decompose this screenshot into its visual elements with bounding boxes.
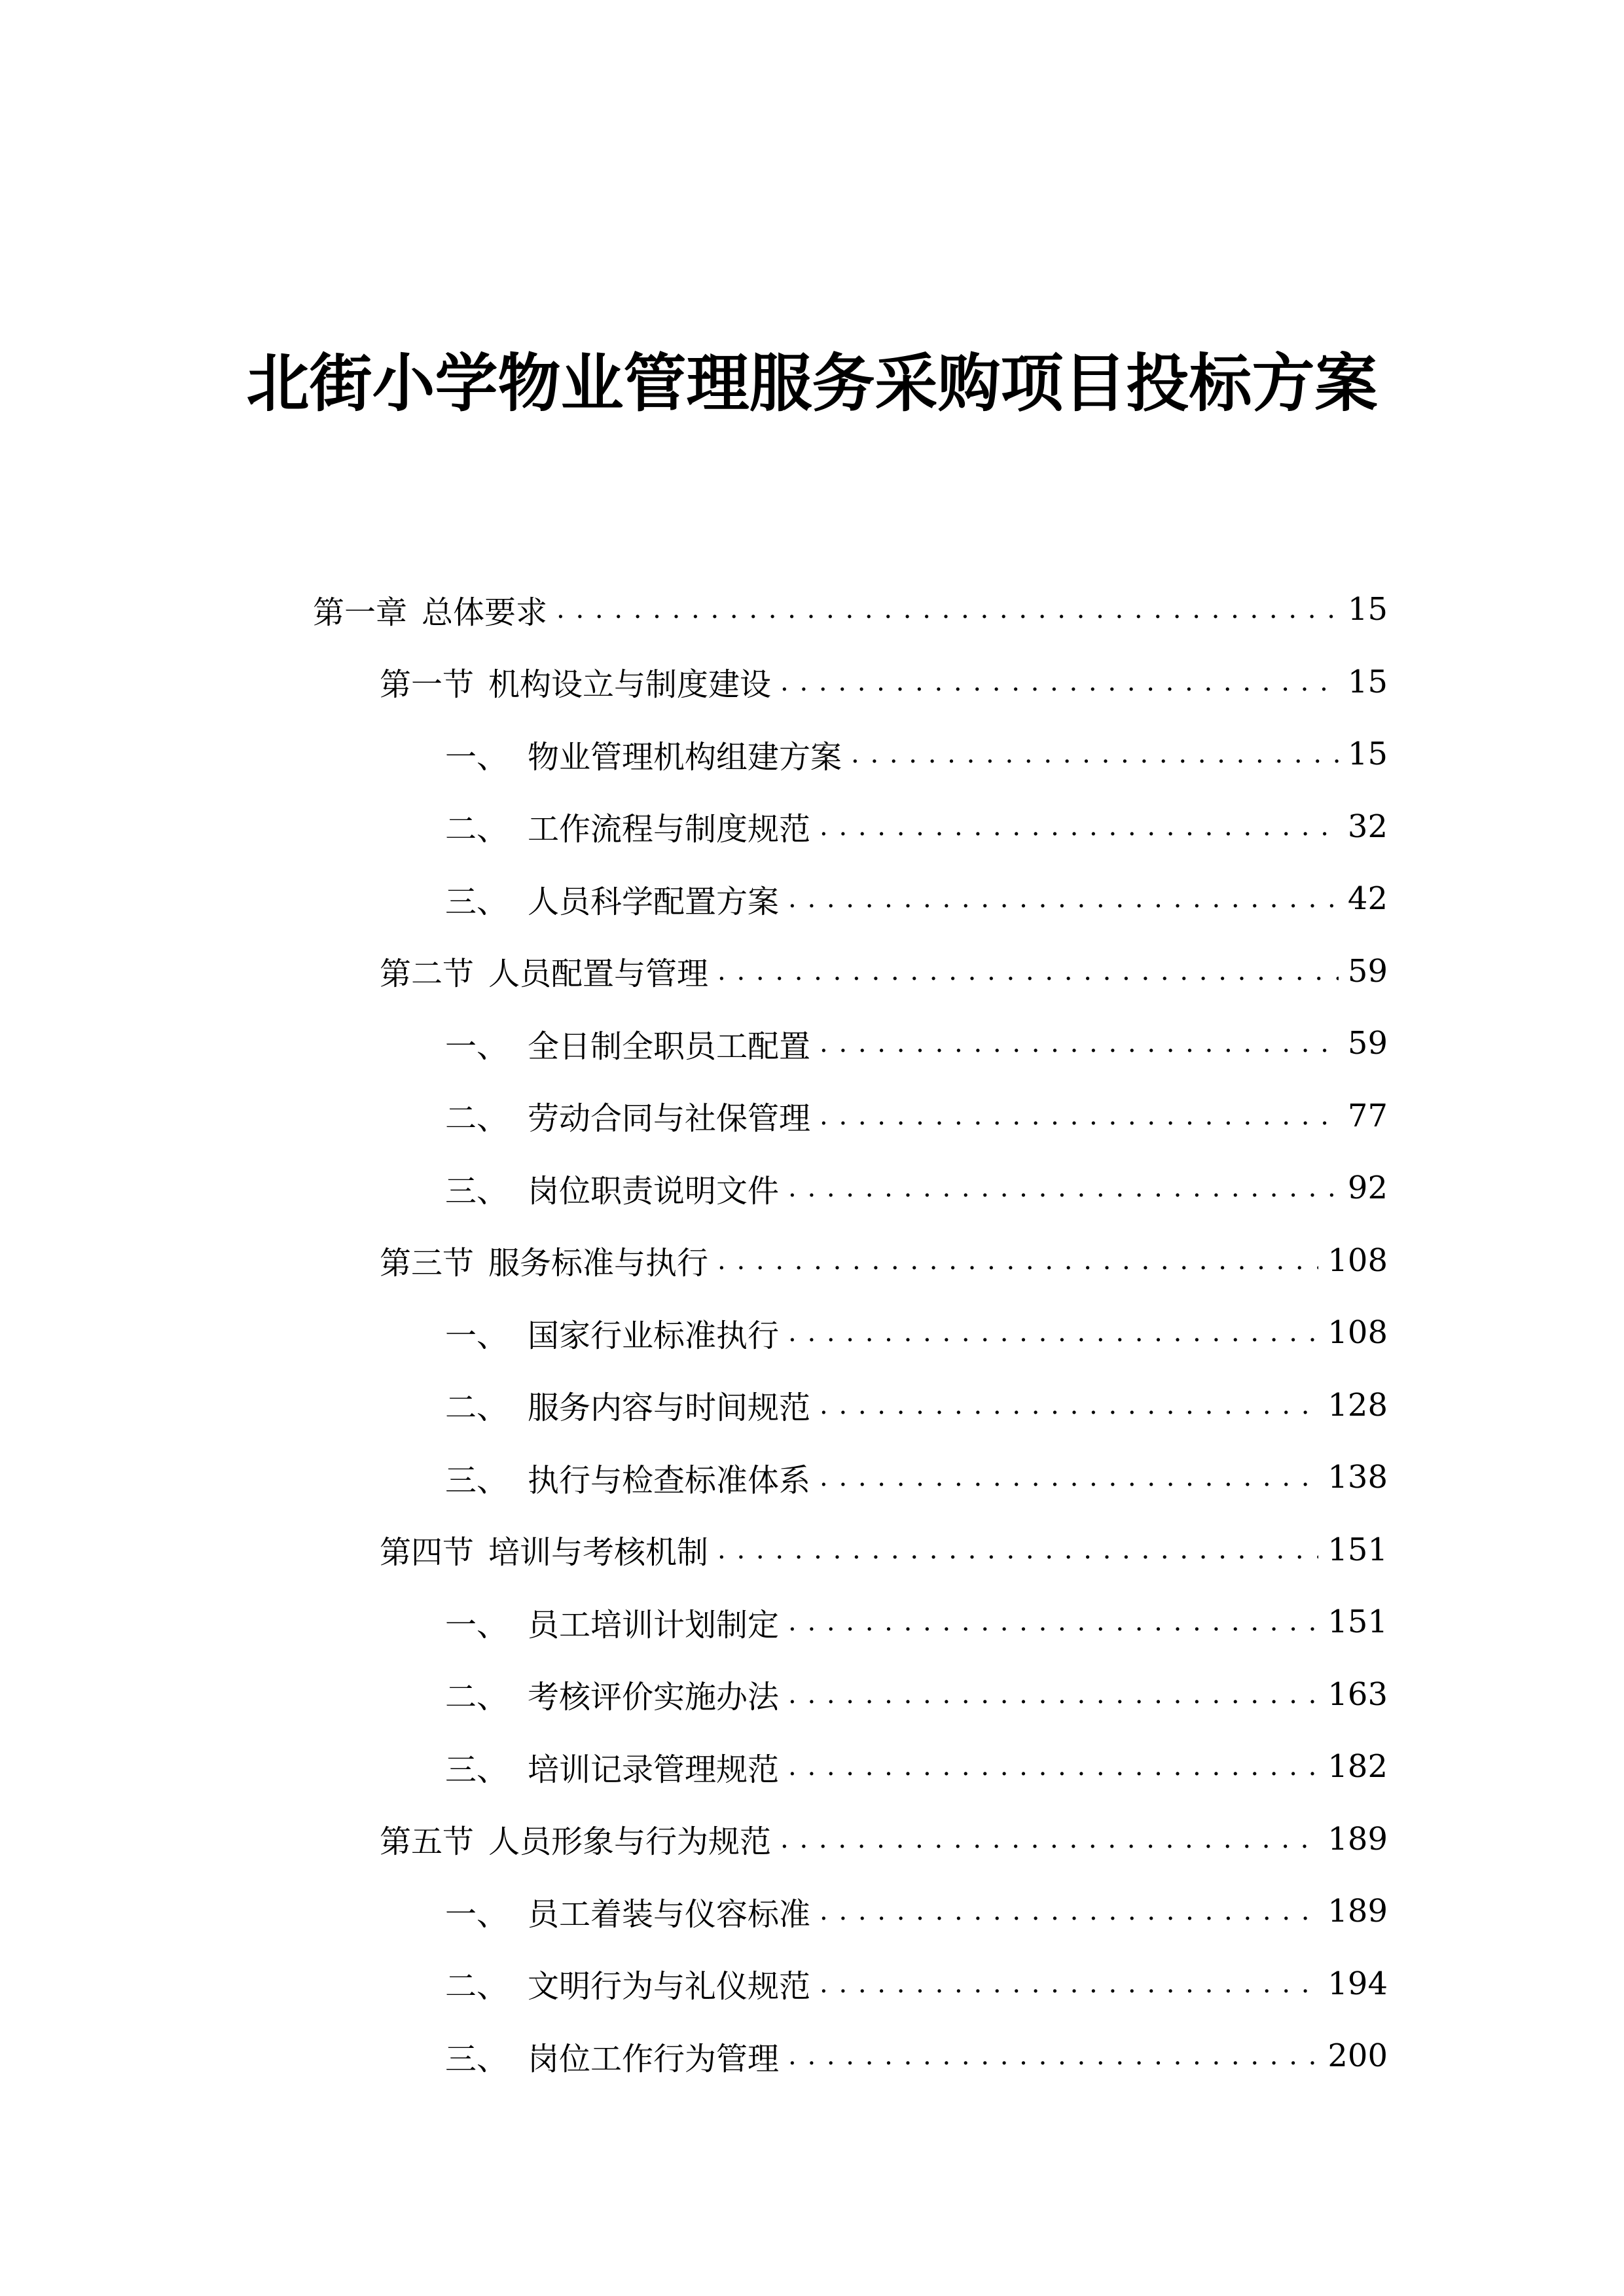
toc-entry-page: 77 [1347,1097,1388,1134]
dot-leader [717,1535,1318,1565]
toc-entry-title: 服务内容与时间规范 [528,1390,811,1426]
toc-entry-page: 128 [1327,1386,1388,1424]
toc-entry-title: 总体要求 [422,594,548,631]
dot-leader [780,667,1339,697]
toc-entry-page: 32 [1347,808,1388,845]
toc-entry-number: 一、 [445,738,509,776]
toc-entry[interactable] [445,1659,1388,1731]
toc-entry-number: 一、 [445,1606,509,1643]
toc-entry-title: 员工培训计划制定 [528,1606,780,1643]
toc-entry-page: 108 [1327,1242,1388,1279]
toc-entry[interactable] [445,791,1388,863]
dot-leader [556,594,1339,624]
toc-entry-title: 考核评价实施办法 [528,1679,780,1715]
toc-entry-number: 二、 [445,1100,509,1137]
dot-leader [820,1101,1339,1131]
toc-entry-page: 59 [1347,1025,1388,1062]
toc-entry-title: 人员科学配置方案 [528,883,780,920]
toc-entry-title: 工作流程与制度规范 [528,811,811,848]
toc-entry[interactable] [445,1152,1388,1224]
toc-entry[interactable] [445,1586,1388,1658]
toc-entry-title: 服务标准与执行 [488,1245,709,1282]
toc-entry-number: 一、 [445,1895,509,1933]
toc-entry-page: 151 [1327,1604,1388,1640]
dot-leader [820,1028,1339,1058]
toc-entry-title: 员工着装与仪容标准 [528,1895,811,1933]
dot-leader [788,884,1339,914]
toc-entry-page: 138 [1327,1459,1388,1496]
toc-entry[interactable] [445,718,1388,790]
toc-entry-title: 岗位职责说明文件 [528,1172,780,1210]
toc-entry-number: 三、 [445,2040,509,2077]
dot-leader [788,1607,1318,1637]
toc-entry[interactable] [445,1875,1388,1947]
toc-entry-page: 189 [1327,1893,1388,1929]
toc-entry-number: 一、 [445,1317,509,1354]
toc-entry-number: 二、 [445,1968,509,2005]
toc-entry[interactable] [445,1297,1388,1369]
document-title: 北街小学物业管理服务采购项目投标方案 [246,347,1378,420]
toc-entry-page: 59 [1347,952,1388,990]
toc-entry-title: 培训记录管理规范 [528,1751,780,1788]
toc-entry-number: 三、 [445,883,509,920]
dot-leader [851,739,1339,769]
dot-leader [820,812,1339,842]
dot-leader [788,1751,1318,1782]
dot-leader [820,1896,1318,1926]
toc-entry-page: 163 [1327,1676,1388,1713]
toc-entry-page: 189 [1327,1820,1388,1857]
toc-entry[interactable] [380,935,1388,1007]
toc-entry-title: 物业管理机构组建方案 [528,738,842,776]
dot-leader [780,1824,1318,1854]
toc-entry-title: 劳动合同与社保管理 [528,1100,811,1137]
toc-entry-page: 194 [1327,1965,1388,2002]
toc-entry-number: 三、 [445,1751,509,1788]
toc-entry-number: 三、 [445,1172,509,1210]
toc-entry-page: 108 [1327,1314,1388,1351]
toc-entry-number: 第三节 [380,1245,475,1282]
toc-entry-number: 第一节 [380,666,475,703]
toc-entry-number: 二、 [445,811,509,848]
toc-entry-title: 培训与考核机制 [488,1534,709,1571]
dot-leader [717,1246,1318,1276]
toc-entry-title: 全日制全职员工配置 [528,1028,811,1065]
toc-entry[interactable] [380,1514,1388,1586]
dot-leader [788,1679,1318,1710]
toc-entry-title: 人员配置与管理 [488,956,709,992]
toc-entry[interactable] [380,646,1388,718]
toc-entry-number: 一、 [445,1028,509,1065]
toc-entry-page: 15 [1347,591,1388,628]
toc-entry[interactable] [445,1080,1388,1152]
toc-entry[interactable] [445,1948,1388,2020]
toc-entry-title: 机构设立与制度建设 [488,666,772,703]
dot-leader [788,1318,1318,1348]
toc-entry-number: 三、 [445,1462,509,1499]
dot-leader [788,2041,1318,2071]
toc-entry-number: 第二节 [380,956,475,992]
toc-entry[interactable] [445,1441,1388,1513]
toc-entry-title: 执行与检查标准体系 [528,1462,811,1499]
toc-entry-title: 国家行业标准执行 [528,1317,780,1354]
toc-entry-number: 第五节 [380,1823,475,1860]
dot-leader [820,1969,1318,1999]
toc-entry-title: 人员形象与行为规范 [488,1823,772,1860]
toc-entry-page: 15 [1347,736,1388,772]
dot-leader [717,956,1339,986]
toc-entry[interactable] [445,863,1388,935]
toc-entry-page: 182 [1327,1748,1388,1785]
toc-entry-page: 200 [1327,2037,1388,2074]
toc-entry-page: 42 [1347,880,1388,917]
toc-entry[interactable] [445,1369,1388,1441]
toc-entry[interactable] [445,2020,1388,2092]
toc-entry-title: 文明行为与礼仪规范 [528,1968,811,2005]
toc-entry-page: 151 [1327,1531,1388,1568]
dot-leader [788,1173,1339,1203]
toc-entry[interactable] [313,573,1388,645]
toc-entry[interactable] [445,1007,1388,1079]
toc-entry[interactable] [380,1225,1388,1297]
toc-entry-title: 岗位工作行为管理 [528,2040,780,2077]
dot-leader [820,1462,1318,1492]
toc-entry-number: 二、 [445,1679,509,1715]
toc-entry-number: 二、 [445,1390,509,1426]
toc-entry-number: 第四节 [380,1534,475,1571]
toc-entry[interactable] [445,1731,1388,1803]
toc-entry-page: 15 [1347,663,1388,700]
toc-entry-number: 第一章 [313,594,408,631]
dot-leader [820,1390,1318,1420]
toc-entry-page: 92 [1347,1170,1388,1206]
toc-entry[interactable] [380,1803,1388,1875]
